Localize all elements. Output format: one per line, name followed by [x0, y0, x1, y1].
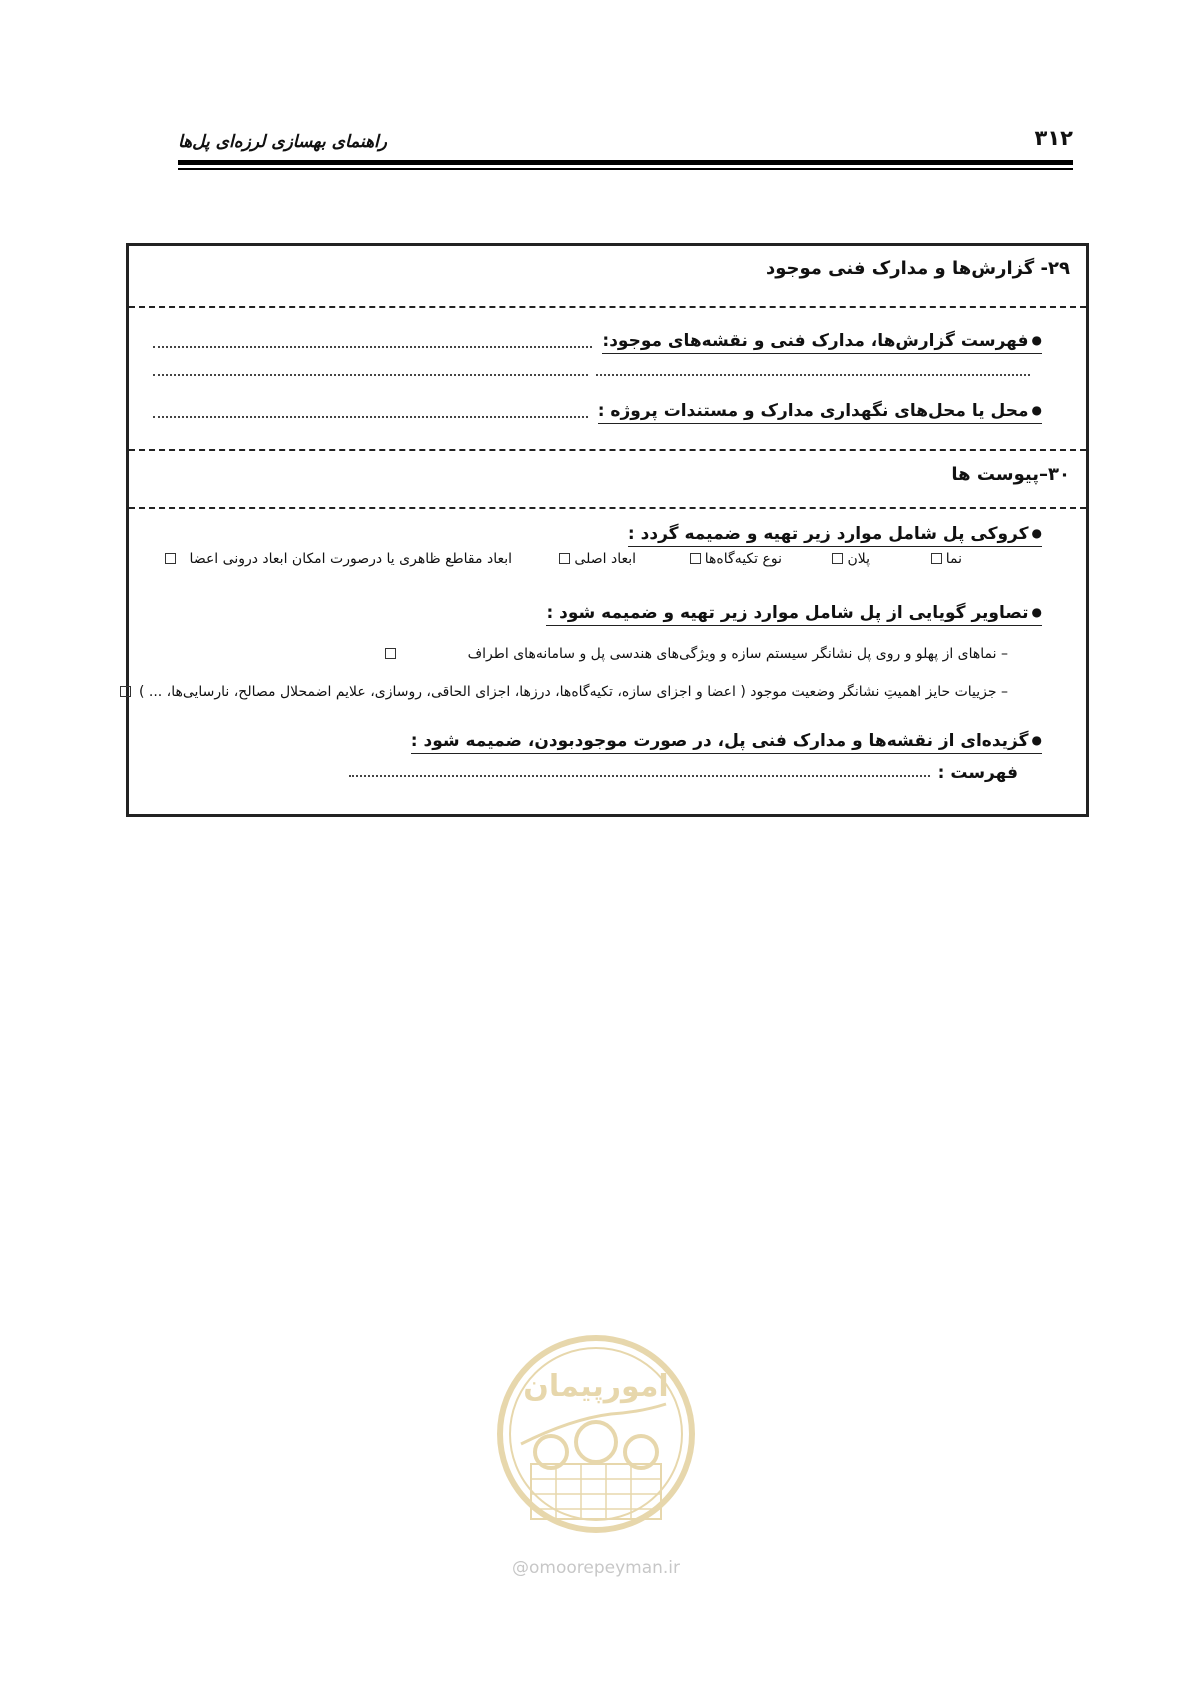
- photos-item-details[interactable]: [116, 684, 1008, 700]
- continuation-fill-row[interactable]: [153, 368, 1030, 376]
- header-rule-thick: [178, 160, 1073, 165]
- page-number: ۳۱۲: [1034, 126, 1073, 150]
- form-box: [126, 243, 1089, 817]
- page-header: [178, 118, 1073, 174]
- option-label: ابعاد مقاطع ظاهری یا درصورت امکان ابعاد درونی اعضا: [189, 551, 512, 567]
- option-label: نوع تکیه‌گاه‌ها: [704, 551, 782, 567]
- book-title: راهنمای بهسازی لرزه‌ای پل‌ها: [178, 132, 387, 152]
- option-label: نما: [945, 551, 962, 567]
- watermark-logo-text: امورپیمان: [523, 1369, 669, 1404]
- croquis-options: [173, 551, 962, 573]
- existing-documents-field[interactable]: [153, 324, 1042, 354]
- option-support-type[interactable]: [686, 551, 782, 567]
- section-29-title: ۲۹- گزارش‌ها و مدارک فنی موجود: [765, 258, 1070, 279]
- item-text: – جزییات حایز اهمیتِ نشانگر وضعیت موجود ( اعضا و اجزای سازه، تکیه‌گاه‌ها، درزها، اجزای الحاقی، روسازی، علایم اضمحلال مصالح، نارسایی‌ها، ... ): [138, 684, 1008, 700]
- checkbox[interactable]: [165, 553, 176, 564]
- fill-line[interactable]: [349, 775, 930, 777]
- item-text: – نماهای از پهلو و روی پل نشانگر سیستم سازه و ویژگی‌های هندسی پل و سامانه‌های اطراف: [467, 646, 1008, 662]
- watermark-domain: @omoorepeyman.ir: [511, 1558, 681, 1578]
- checkbox[interactable]: [385, 648, 396, 659]
- option-plan[interactable]: [828, 551, 870, 567]
- checkbox[interactable]: [120, 686, 131, 697]
- plans-heading: [410, 724, 1042, 754]
- checkbox[interactable]: [931, 553, 942, 564]
- plans-list-field[interactable]: [349, 759, 1018, 783]
- fill-line[interactable]: [153, 368, 588, 376]
- option-main-dimensions[interactable]: [555, 551, 636, 567]
- option-section-dimensions[interactable]: [161, 551, 512, 567]
- dashed-divider: [129, 449, 1086, 451]
- watermark-logo-icon: [491, 1324, 701, 1554]
- checkbox[interactable]: [832, 553, 843, 564]
- option-label: ابعاد اصلی: [574, 551, 636, 567]
- fill-line[interactable]: [153, 416, 588, 418]
- option-elevation[interactable]: [927, 551, 962, 567]
- storage-location-field[interactable]: [153, 394, 1042, 424]
- checkbox[interactable]: [559, 553, 570, 564]
- section-30-title: ۳۰–پیوست ها: [951, 464, 1070, 485]
- fill-line[interactable]: [153, 346, 592, 348]
- photos-label: ● تصاویر گویایی از پل شامل موارد زیر تهیه و ضمیمه شود :: [546, 603, 1042, 626]
- watermark: [491, 1324, 701, 1594]
- existing-documents-label: ● فهرست گزارش‌ها، مدارک فنی و نقشه‌های موجود:: [602, 331, 1042, 354]
- dashed-divider: [129, 507, 1086, 509]
- fill-line[interactable]: [596, 368, 1031, 376]
- plans-label: ● گزیده‌ای از نقشه‌ها و مدارک فنی پل، در صورت موجودبودن، ضمیمه شود :: [411, 731, 1042, 754]
- header-rule-thin: [178, 168, 1073, 170]
- photos-heading: [153, 596, 1042, 626]
- storage-location-label: ● محل یا محل‌های نگهداری مدارک و مستندات پروژه :: [598, 401, 1042, 424]
- croquis-label: ● کروکی پل شامل موارد زیر تهیه و ضمیمه گردد :: [628, 524, 1042, 547]
- photos-item-views[interactable]: [381, 646, 1008, 662]
- croquis-heading: [153, 517, 1042, 547]
- dashed-divider: [129, 306, 1086, 308]
- option-label: پلان: [847, 551, 870, 567]
- checkbox[interactable]: [690, 553, 701, 564]
- list-label: فهرست :: [937, 763, 1018, 783]
